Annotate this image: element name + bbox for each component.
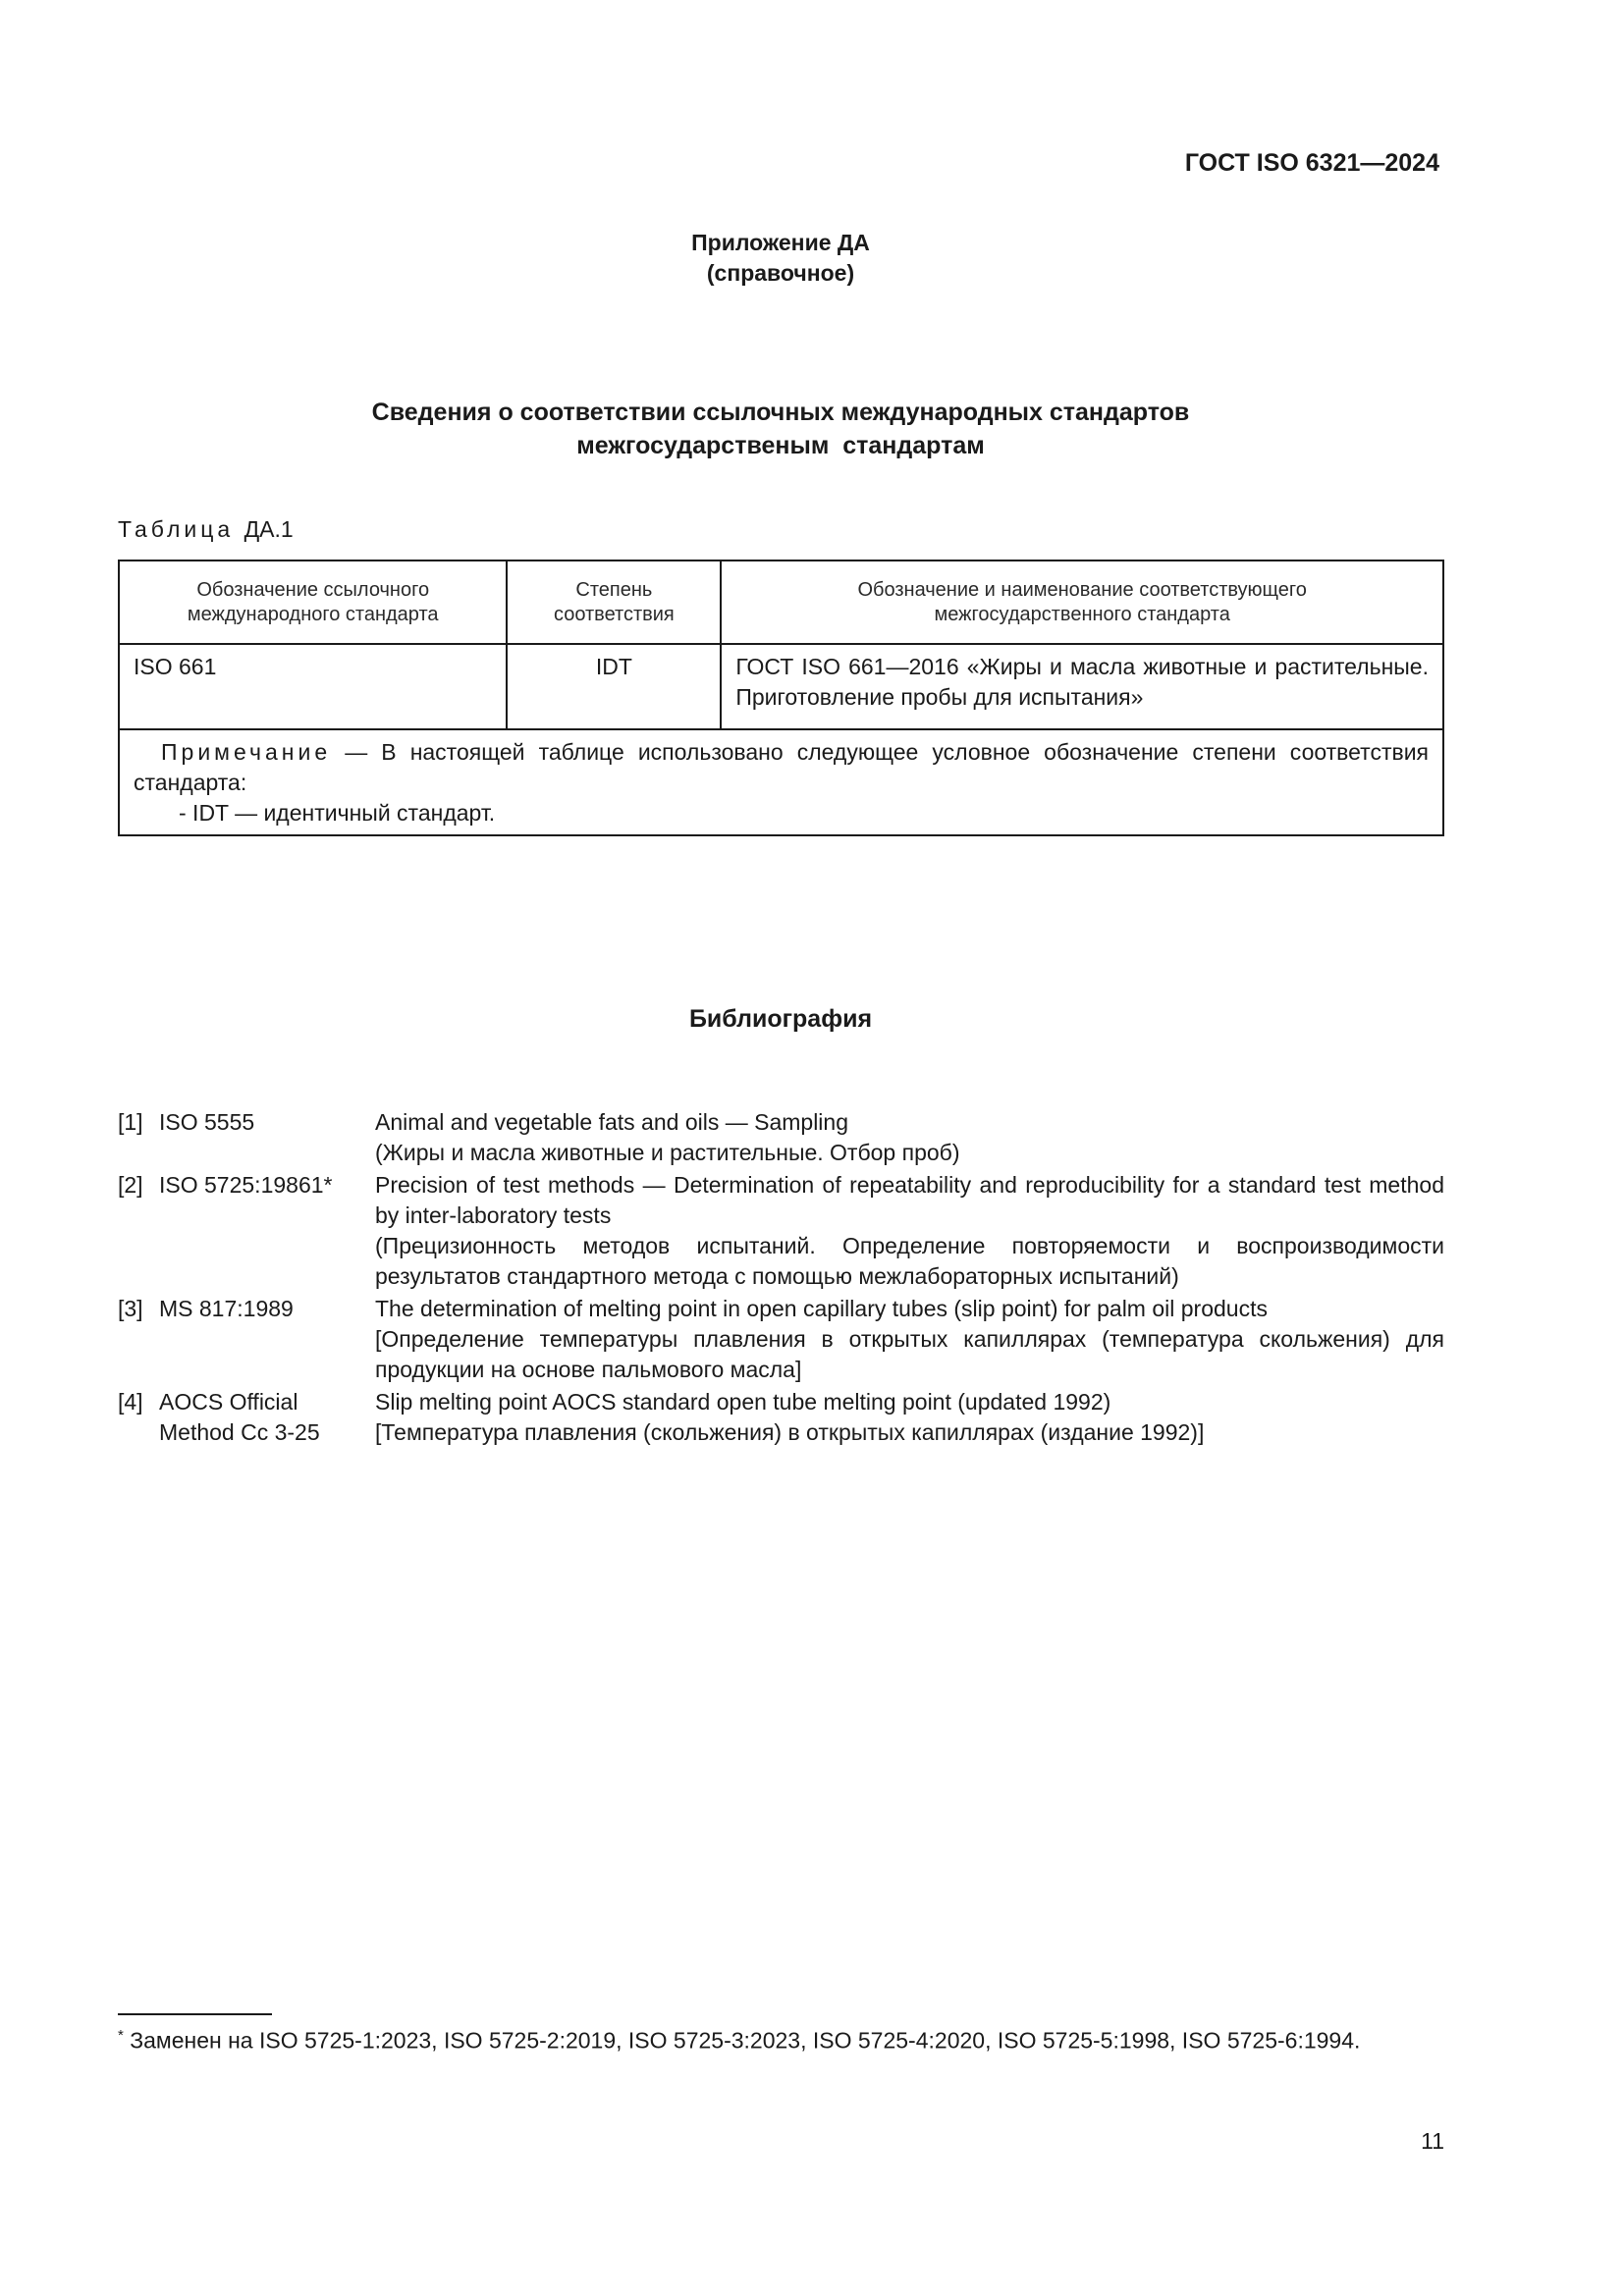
entry-number: [4] [118, 1389, 143, 1415]
table-row [119, 644, 1443, 729]
section-title-line-1: Сведения о соответствии ссылочных международных стандартов [371, 399, 1190, 426]
header-intl-standard: Обозначение ссылочного международного стандарта [119, 561, 507, 644]
header-degree: Степень соответствия [507, 561, 721, 644]
table-note-row [119, 729, 1443, 835]
entry-code: MS 817:1989 [159, 1296, 294, 1321]
entry-number: [1] [118, 1109, 143, 1135]
footnote [118, 2020, 1444, 2056]
table-header-row [119, 561, 1443, 644]
entry-code: ISO 5555 [159, 1109, 255, 1135]
entry-title-ru: (Жиры и масла животные и растительные. Отбор проб) [375, 1140, 960, 1165]
entry-number: [2] [118, 1172, 143, 1198]
entry-title-ru: (Прецизионность методов испытаний. Определение повторяемости и воспроизводимости результатов стандартного метода с помощью межлабораторных испытаний) [375, 1233, 1444, 1289]
note-label: Примечание [161, 739, 332, 765]
bibliography-title: Библиография [688, 1005, 873, 1033]
entry-title-en: Animal and vegetable fats and oils — Sampling [375, 1109, 849, 1135]
entry-title-en: The determination of melting point in open capillary tubes (slip point) for palm oil products [375, 1296, 1268, 1321]
document-code: ГОСТ ISO 6321—2024 [1184, 149, 1439, 177]
table-label [118, 516, 294, 543]
footnote-text: Заменен на ISO 5725-1:2023, ISO 5725-2:2019, ISO 5725-3:2023, ISO 5725-4:2020, ISO 5725-5:1998, ISO 5725-6:1994. [130, 2027, 1361, 2054]
bibliography-entry [118, 1107, 1444, 1168]
appendix-title: Приложение ДА [691, 230, 870, 255]
footnote-divider [118, 2013, 272, 2015]
entry-code-line-1: AOCS Official [159, 1389, 298, 1415]
appendix-heading [0, 228, 1561, 289]
entry-title-en: Precision of test methods — Determination of repeatability and reproducibility for a standard test method by inter-laboratory tests [375, 1172, 1444, 1228]
table-note [119, 729, 1443, 835]
header-interstate-standard: Обозначение и наименование соответствующего межгосударственного стандарта [721, 561, 1443, 644]
entry-code [159, 1387, 375, 1448]
footnote-marker: * [118, 2027, 124, 2044]
note-text: — В настоящей таблице использовано следующее условное обозначение степени соответствия стандарта: [134, 739, 1430, 795]
bibliography-entry [118, 1170, 1444, 1292]
table-label-prefix: Таблица [118, 516, 235, 542]
entry-title-ru: [Температура плавления (скольжения) в открытых капиллярах (издание 1992)] [375, 1419, 1205, 1445]
cell-degree: IDT [507, 644, 721, 729]
entry-title-en: Slip melting point AOCS standard open tube melting point (updated 1992) [375, 1389, 1111, 1415]
entry-code: ISO 5725:19861* [159, 1172, 333, 1198]
entry-text [375, 1107, 1444, 1168]
page-number: 11 [1421, 2128, 1444, 2154]
bibliography-list [118, 1107, 1444, 1450]
section-title [0, 396, 1561, 462]
bibliography-entry [118, 1294, 1444, 1385]
entry-text [375, 1387, 1444, 1448]
entry-text [375, 1170, 1444, 1292]
entry-text [375, 1294, 1444, 1385]
entry-title-ru: [Определение температуры плавления в открытых капиллярах (температура скольжения) для продукции на основе пальмового масла] [375, 1326, 1444, 1382]
cell-intl-standard: ISO 661 [119, 644, 507, 729]
appendix-subtitle: (справочное) [706, 260, 855, 286]
entry-code-line-2: Method Cc 3-25 [159, 1419, 320, 1445]
bibliography-entry [118, 1387, 1444, 1448]
correspondence-table [118, 560, 1444, 836]
table-label-number: ДА.1 [244, 516, 294, 542]
cell-interstate-standard: ГОСТ ISO 661—2016 «Жиры и масла животные и растительные. Приготовление пробы для испытания» [721, 644, 1443, 729]
entry-number: [3] [118, 1296, 143, 1321]
section-title-line-2: межгосударственым стандартам [576, 432, 985, 459]
note-item: - IDT — идентичный стандарт. [179, 800, 496, 826]
